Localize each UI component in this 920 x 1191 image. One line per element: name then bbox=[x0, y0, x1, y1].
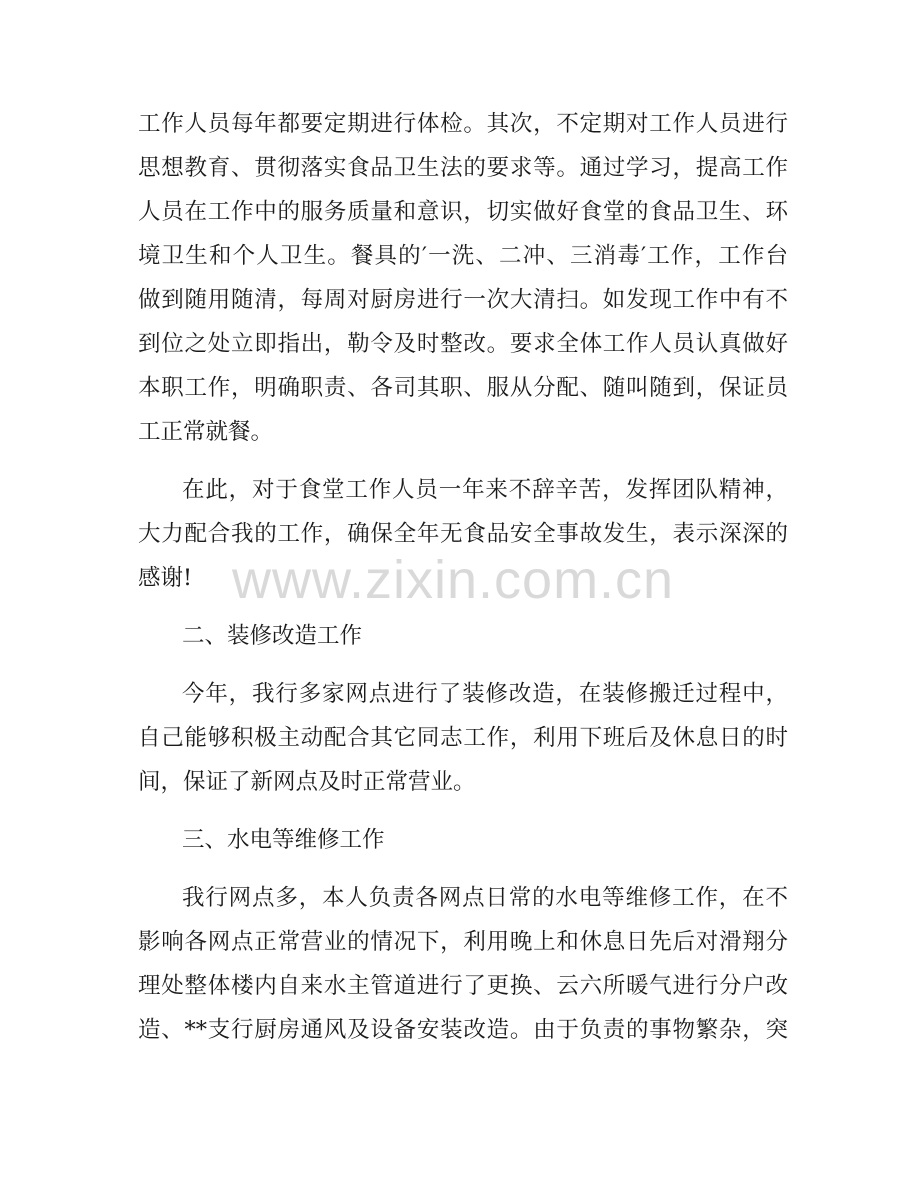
paragraph-4-line-4: 造、**支行厨房通风及设备安装改造。由于负责的事物繁杂，突 bbox=[138, 1017, 788, 1043]
paragraph-4-line-2: 影响各网点正常营业的情况下，利用晚上和休息日先后对滑翔分 bbox=[138, 929, 788, 955]
paragraph-2-line-3: 感谢! bbox=[138, 565, 193, 591]
paragraph-1-line-5: 做到随用随清，每周对厨房进行一次大清扫。如发现工作中有不 bbox=[138, 287, 788, 313]
paragraph-1-line-1: 工作人员每年都要定期进行体检。其次，不定期对工作人员进行 bbox=[138, 111, 788, 137]
paragraph-3-line-3: 间，保证了新网点及时正常营业。 bbox=[138, 769, 476, 795]
paragraph-3-line-2: 自己能够积极主动配合其它同志工作，利用下班后及休息日的时 bbox=[138, 725, 788, 751]
paragraph-1-line-7: 本职工作，明确职责、各司其职、服从分配、随叫随到，保证员 bbox=[138, 375, 788, 401]
paragraph-2-line-2: 大力配合我的工作，确保全年无食品安全事故发生，表示深深的 bbox=[138, 521, 788, 547]
paragraph-1-line-8: 工正常就餐。 bbox=[138, 419, 274, 445]
paragraph-1-line-2: 思想教育、贯彻落实食品卫生法的要求等。通过学习，提高工作 bbox=[138, 155, 788, 181]
watermark: www.zixin.com.cn bbox=[232, 550, 675, 610]
paragraph-4-line-1: 我行网点多，本人负责各网点日常的水电等维修工作，在不 bbox=[182, 885, 788, 911]
section-heading-maintenance: 三、水电等维修工作 bbox=[182, 827, 385, 853]
paragraph-1-line-4: 境卫生和个人卫生。餐具的′一洗、二冲、三消毒′工作，工作台 bbox=[138, 243, 788, 269]
paragraph-3-line-1: 今年，我行多家网点进行了装修改造，在装修搬迁过程中， bbox=[182, 681, 788, 707]
paragraph-1-line-6: 到位之处立即指出，勒令及时整改。要求全体工作人员认真做好 bbox=[138, 331, 788, 357]
paragraph-2-line-1: 在此，对于食堂工作人员一年来不辞辛苦，发挥团队精神， bbox=[182, 477, 788, 503]
paragraph-4-line-3: 理处整体楼内自来水主管道进行了更换、云六所暖气进行分户改 bbox=[138, 973, 788, 999]
section-heading-renovation: 二、装修改造工作 bbox=[182, 623, 363, 649]
paragraph-1-line-3: 人员在工作中的服务质量和意识，切实做好食堂的食品卫生、环 bbox=[138, 199, 788, 225]
